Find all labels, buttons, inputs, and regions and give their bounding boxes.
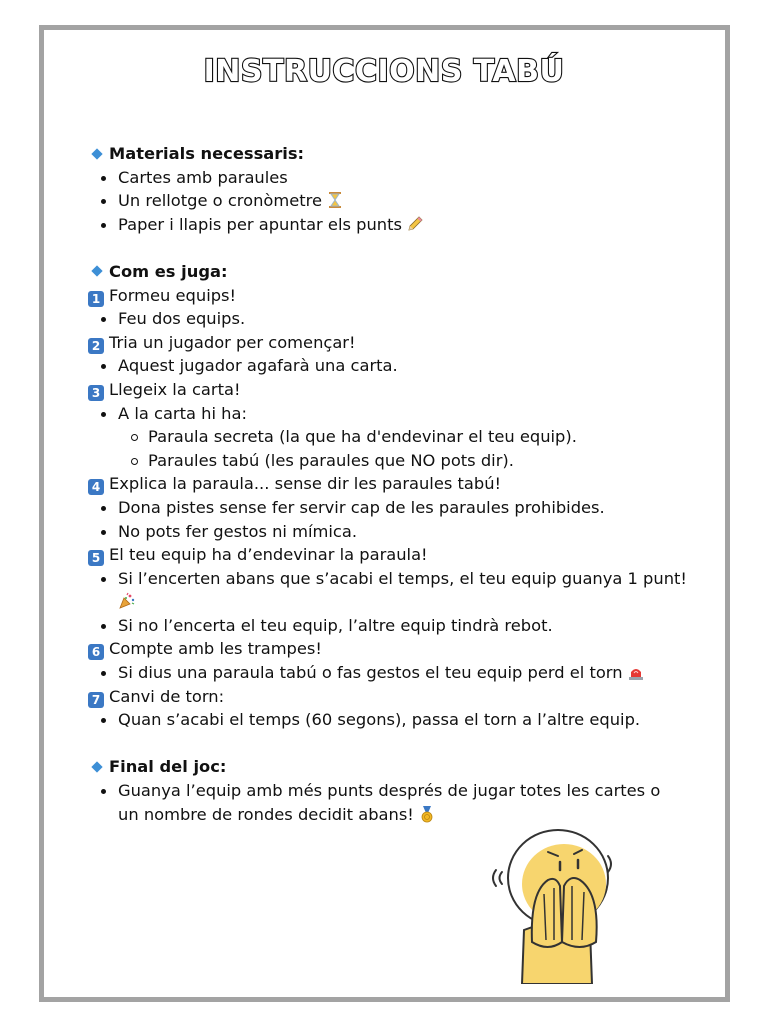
list-item-continuation: un nombre de rondes decidit abans!	[88, 803, 698, 827]
step-4: 4 Explica la paraula... sense dir les paraules tabú!	[88, 472, 698, 496]
pencil-icon	[406, 215, 424, 233]
keycap-two-icon: 2	[88, 338, 104, 354]
step-5: 5 El teu equip ha d’endevinar la paraula!	[88, 543, 698, 567]
final-heading: Final del joc:	[109, 757, 227, 777]
keycap-one-icon: 1	[88, 291, 104, 307]
materials-heading-row	[88, 142, 698, 166]
step-2: 2 Tria un jugador per començar!	[88, 331, 698, 355]
list-item: Paper i llapis per apuntar els punts	[88, 213, 698, 237]
instructions-content	[88, 142, 698, 826]
step-7: 7 Canvi de torn:	[88, 685, 698, 709]
sub-list-item: Paraula secreta (la que ha d'endevinar el teu equip).	[88, 425, 698, 449]
step-6: 6 Compte amb les trampes!	[88, 637, 698, 661]
keycap-six-icon: 6	[88, 644, 104, 660]
keycap-five-icon: 5	[88, 550, 104, 566]
list-item: Un rellotge o cronòmetre	[88, 189, 698, 213]
list-item: Feu dos equips.	[88, 307, 698, 331]
list-item: Si l’encerten abans que s’acabi el temps, el teu equip guanya 1 punt!	[88, 567, 698, 591]
sub-list-item: Paraules tabú (les paraules que NO pots dir).	[88, 449, 698, 473]
rotating-light-icon	[627, 663, 645, 681]
step-3: 3 Llegeix la carta!	[88, 378, 698, 402]
list-item: Si no l’encerta el teu equip, l’altre equip tindrà rebot.	[88, 614, 698, 638]
worried-mascot-illustration	[482, 822, 627, 984]
list-item: Quan s’acabi el temps (60 segons), passa el torn a l’altre equip.	[88, 708, 698, 732]
how-heading: Com es juga:	[109, 261, 228, 281]
keycap-four-icon: 4	[88, 479, 104, 495]
diamond-bullet-icon	[91, 266, 102, 277]
keycap-three-icon: 3	[88, 385, 104, 401]
list-item-continuation	[88, 590, 698, 614]
list-item: Guanya l’equip amb més punts després de jugar totes les cartes o	[88, 779, 698, 803]
list-item: Si dius una paraula tabú o fas gestos el teu equip perd el torn	[88, 661, 698, 685]
list-item: No pots fer gestos ni mímica.	[88, 520, 698, 544]
materials-heading: Materials necessaris:	[109, 144, 305, 163]
list-item: Dona pistes sense fer servir cap de les paraules prohibides.	[88, 496, 698, 520]
final-heading-row	[88, 755, 698, 779]
page-title: INSTRUCCIONS TABÚ	[203, 54, 565, 89]
list-item: Cartes amb paraules	[88, 166, 698, 190]
diamond-bullet-icon	[91, 148, 102, 159]
step-1: 1 Formeu equips!	[88, 284, 698, 308]
keycap-seven-icon: 7	[88, 692, 104, 708]
list-item: Aquest jugador agafarà una carta.	[88, 354, 698, 378]
list-item: A la carta hi ha:	[88, 402, 698, 426]
diamond-bullet-icon	[91, 761, 102, 772]
party-popper-icon	[118, 592, 136, 610]
how-heading-row	[88, 260, 698, 284]
materials-list	[88, 166, 698, 237]
medal-icon	[418, 805, 436, 823]
hourglass-icon	[326, 191, 344, 209]
